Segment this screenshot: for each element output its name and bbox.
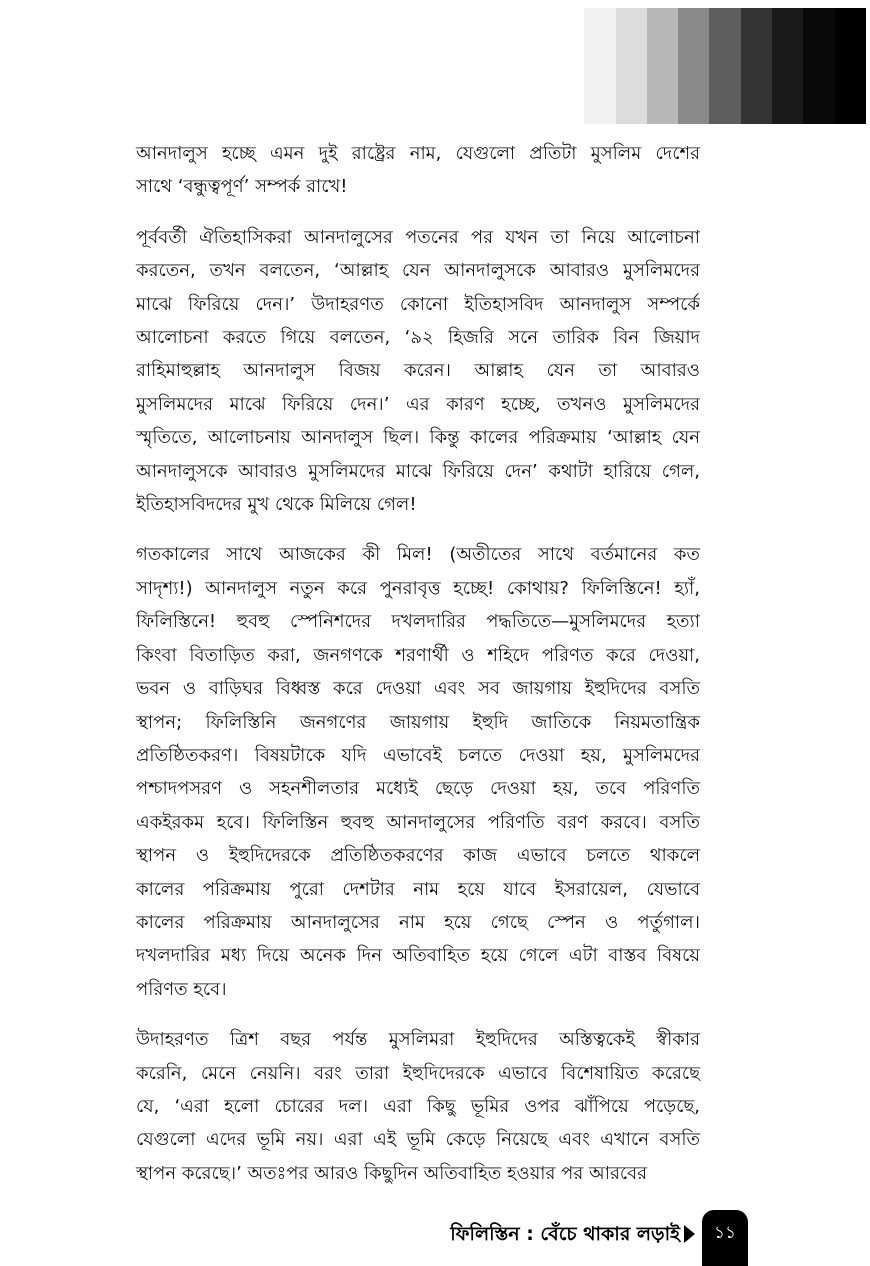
running-book-title: ফিলিস্তিন : বেঁচে থাকার লড়াই	[450, 1223, 680, 1245]
text-line: ফিলিস্তিনে! হুবহু স্পেনিশদের দখলদারির পদ্ধতিতে—মুসলিমদের হত্যা	[136, 611, 700, 633]
text-line: মুসলিমদের মাঝে ফিরিয়ে দেন।’ এর কারণ হচ্ছে, তখনও মুসলিমদের	[136, 393, 700, 415]
text-line: সাদৃশ্য!) আনদালুস নতুন করে পুনরাবৃত্ত হচ্ছে! কোথায়? ফিলিস্তিনে! হ্যাঁ,	[136, 577, 700, 599]
gray-swatch	[741, 8, 772, 124]
text-line: প্রতিষ্ঠিতকরণ। বিষয়টাকে যদি এভাবেই চলতে দেওয়া হয়, মুসলিমদের	[136, 744, 700, 766]
gray-swatch	[616, 8, 647, 124]
text-line: কালের পরিক্রমায় পুরো দেশটার নাম হয়ে যাবে ইসরায়েল, যেভাবে	[136, 878, 700, 900]
gray-swatch	[835, 8, 866, 124]
gray-swatch	[647, 8, 678, 124]
text-line: স্মৃতিতে, আলোচনায় আনদালুস ছিল। কিন্তু কালের পরিক্রমায় ‘আল্লাহ যেন	[136, 427, 700, 449]
text-line: ইতিহাসবিদদের মুখ থেকে মিলিয়ে গেল!	[136, 494, 417, 516]
paragraph	[136, 137, 700, 204]
text-line: মাঝে ফিরিয়ে দেন।’ উদাহরণত কোনো ইতিহাসবিদ আনদালুস সম্পর্কে	[136, 293, 700, 315]
text-line: কিংবা বিতাড়িত করা, জনগণকে শরণার্থী ও শহিদে পরিণত করে দেওয়া,	[136, 644, 700, 666]
text-line: করেনি, মেনে নেয়নি। বরং তারা ইহুদিদেরকে এভাবে বিশেষায়িত করেছে	[136, 1062, 700, 1084]
paragraph	[136, 538, 700, 1006]
text-line: কালের পরিক্রমায় আনদালুসের নাম হয়ে গেছে স্পেন ও পর্তুগাল।	[136, 911, 700, 933]
gray-swatch	[584, 8, 615, 124]
paragraph	[136, 1023, 700, 1190]
text-line: আনদালুস হচ্ছে এমন দুই রাষ্ট্রের নাম, যেগুলো প্রতিটা মুসলিম দেশের	[136, 143, 700, 164]
text-line: আনদালুসকে আবারও মুসলিমদের মাঝে ফিরিয়ে দেন’ কথাটা হারিয়ে গেল,	[136, 460, 700, 482]
text-line: স্থাপন ও ইহুদিদেরকে প্রতিষ্ঠিতকরণের কাজ এভাবে চলতে থাকলে	[136, 845, 700, 867]
page-footer	[0, 1210, 870, 1266]
text-line: দখলদারির মধ্য দিয়ে অনেক দিন অতিবাহিত হয়ে গেলে এটা বাস্তব বিষয়ে	[136, 945, 700, 967]
text-line: উদাহরণত ত্রিশ বছর পর্যন্ত মুসলিমরা ইহুদিদের অস্তিত্বকেই স্বীকার	[136, 1029, 700, 1051]
text-line: পূর্ববর্তী ঐতিহাসিকরা আনদালুসের পতনের পর যখন তা নিয়ে আলোচনা	[136, 226, 700, 248]
grayscale-calibration-strip	[553, 8, 866, 124]
text-line: ভবন ও বাড়িঘর বিধ্বস্ত করে দেওয়া এবং সব জায়গায় ইহুদিদের বসতি	[136, 678, 700, 700]
page-body	[136, 137, 700, 1207]
text-line: পরিণত হবে।	[136, 978, 227, 1000]
text-line: আলোচনা করতে গিয়ে বলতেন, ‘৯২ হিজরি সনে তারিক বিন জিয়াদ	[136, 327, 700, 349]
gray-swatch	[803, 8, 834, 124]
gray-swatch	[553, 8, 584, 124]
text-line: স্থাপন; ফিলিস্তিনি জনগণের জায়গায় ইহুদি জাতিকে নিয়মতান্ত্রিক	[136, 711, 700, 733]
text-line: একইরকম হবে। ফিলিস্তিন হুবহু আনদালুসের পরিণতি বরণ করবে। বসতি	[136, 811, 700, 833]
gray-swatch	[678, 8, 709, 124]
text-line: যে, ‘এরা হলো চোরের দল। এরা কিছু ভূমির ওপর ঝাঁপিয়ে পড়েছে,	[136, 1095, 700, 1117]
gray-swatch	[772, 8, 803, 124]
text-line: স্থাপন করেছে।’ অতঃপর আরও কিছুদিন অতিবাহিত হওয়ার পর আরবের	[136, 1162, 648, 1184]
text-line: যেগুলো এদের ভূমি নয়। এরা এই ভূমি কেড়ে নিয়েছে এবং এখানে বসতি	[136, 1129, 700, 1151]
text-line: গতকালের সাথে আজকের কী মিল! (অতীতের সাথে বর্তমানের কত	[136, 544, 700, 566]
triangle-right-icon	[684, 1225, 695, 1243]
paragraph	[136, 221, 700, 522]
text-line: সাথে ‘বন্ধুত্বপূর্ণ’ সম্পর্ক রাখে!	[136, 176, 348, 198]
text-line: করতেন, তখন বলতেন, ‘আল্লাহ যেন আনদালুসকে আবারও মুসলিমদের	[136, 260, 700, 282]
gray-swatch	[709, 8, 740, 124]
page-number: ১১	[702, 1210, 748, 1266]
text-line: পশ্চাদপসরণ ও সহনশীলতার মধ্যেই ছেড়ে দেওয়া হয়, তবে পরিণতি	[136, 778, 700, 800]
text-line: রাহিমাহুল্লাহ আনদালুস বিজয় করেন। আল্লাহ যেন তা আবারও	[136, 360, 700, 382]
